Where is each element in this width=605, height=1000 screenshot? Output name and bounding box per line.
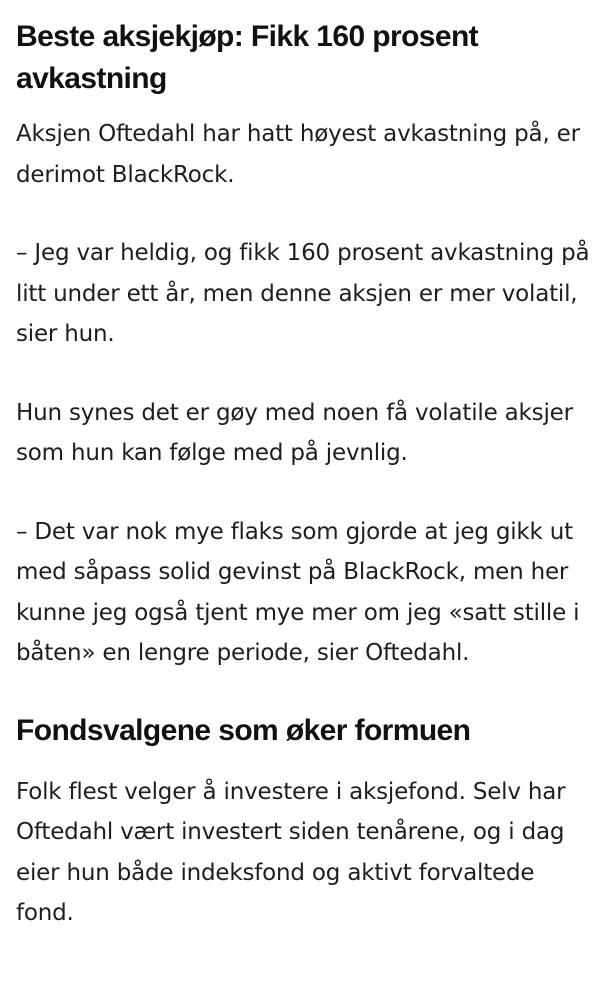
section-heading-funds: Fondsvalgene som øker formuen (16, 713, 471, 747)
paragraph: Folk flest velger å investere i aksjefond. Selv har Oftedahl vært investert siden tenårene, og i dag eier hun både indeksfond og aktivt forvaltede fond. (16, 778, 566, 926)
paragraph: Aksjen Oftedahl har hatt høyest avkastning på, er derimot BlackRock. (16, 121, 580, 188)
article-body (16, 16, 596, 934)
quote-paragraph: – Jeg var heldig, og fikk 160 prosent avkastning på litt under ett år, men denne aksjen er mer volatil, sier hun. (16, 240, 590, 347)
section-heading-best-stock: Beste aksjekjøp: Fikk 160 prosent avkastning (16, 20, 479, 95)
paragraph: Hun synes det er gøy med noen få volatile aksjer som hun kan følge med på jevnlig. (16, 399, 573, 466)
quote-paragraph: – Det var nok mye flaks som gjorde at jeg gikk ut med såpass solid gevinst på BlackRock, men her kunne jeg også tjent mye mer om jeg «satt stille i båten» en lengre periode, sier Oftedahl. (16, 518, 580, 666)
